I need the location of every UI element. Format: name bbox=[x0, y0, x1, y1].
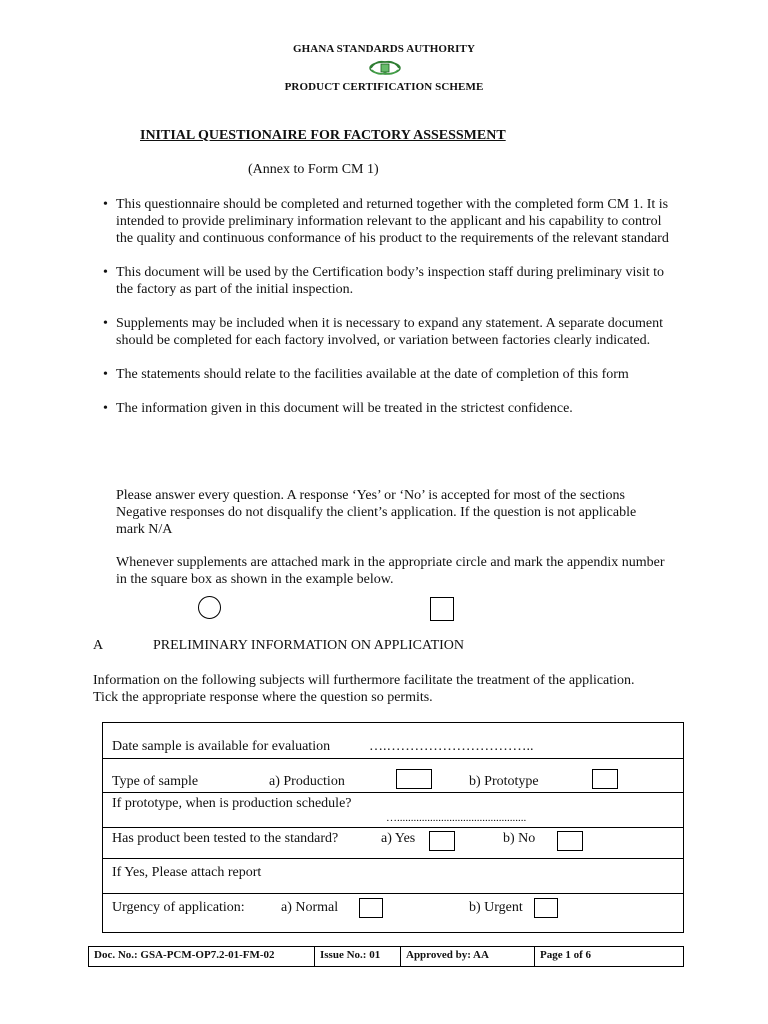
instruction-item: • The information given in this document will be treated in the strictest confidence. bbox=[100, 400, 680, 417]
production-checkbox[interactable] bbox=[396, 769, 432, 789]
section-letter: A bbox=[93, 638, 104, 653]
example-circle bbox=[198, 596, 221, 619]
section-heading: PRELIMINARY INFORMATION ON APPLICATION bbox=[153, 638, 465, 653]
attach-report-label: If Yes, Please attach report bbox=[112, 865, 262, 880]
row-divider bbox=[103, 893, 683, 894]
tested-no-checkbox[interactable] bbox=[557, 831, 583, 851]
urgency-normal-checkbox[interactable] bbox=[359, 898, 383, 918]
urgency-urgent-checkbox[interactable] bbox=[534, 898, 558, 918]
instruction-list bbox=[100, 196, 680, 434]
date-sample-label: Date sample is available for evaluation bbox=[112, 739, 331, 754]
gsa-logo bbox=[368, 58, 402, 78]
page-number: Page 1 of 6 bbox=[540, 949, 592, 961]
date-sample-field[interactable]: ….………………………….. bbox=[369, 739, 534, 754]
example-square-box bbox=[430, 597, 454, 621]
issue-number: Issue No.: 01 bbox=[315, 947, 401, 966]
tested-to-standard-label: Has product been tested to the standard? bbox=[112, 831, 339, 846]
document-footer bbox=[88, 946, 684, 967]
prototype-schedule-field[interactable]: …............................................... bbox=[386, 812, 527, 824]
row-divider bbox=[103, 858, 683, 859]
document-title: INITIAL QUESTIONAIRE FOR FACTORY ASSESSMENT bbox=[140, 128, 506, 143]
urgency-urgent-label: b) Urgent bbox=[469, 900, 523, 915]
tested-yes-checkbox[interactable] bbox=[429, 831, 455, 851]
prototype-schedule-label: If prototype, when is production schedule? bbox=[112, 796, 352, 811]
prototype-option-label: b) Prototype bbox=[469, 774, 539, 789]
instruction-item: • The statements should relate to the facilities available at the date of completion of this form bbox=[100, 366, 680, 383]
annex-note: (Annex to Form CM 1) bbox=[248, 162, 379, 177]
org-name: GHANA STANDARDS AUTHORITY bbox=[293, 43, 475, 55]
preliminary-info-form bbox=[102, 722, 684, 933]
instruction-item: • This document will be used by the Certification body’s inspection staff during preliminary visit to the factory as part of the initial inspection. bbox=[100, 264, 680, 298]
answer-instructions: Please answer every question. A response ‘Yes’ or ‘No’ is accepted for most of the sections Negative responses do not disqualify the client’s application. If the question is not applicable mark N/A bbox=[116, 488, 637, 537]
doc-number: Doc. No.: GSA-PCM-OP7.2-01-FM-02 bbox=[89, 947, 315, 966]
type-of-sample-label: Type of sample bbox=[112, 774, 199, 789]
scheme-name: PRODUCT CERTIFICATION SCHEME bbox=[284, 81, 484, 93]
production-option-label: a) Production bbox=[269, 774, 345, 789]
row-divider bbox=[103, 792, 683, 793]
tested-no-label: b) No bbox=[503, 831, 536, 846]
tested-yes-label: a) Yes bbox=[381, 831, 416, 846]
prototype-checkbox[interactable] bbox=[592, 769, 618, 789]
row-divider bbox=[103, 827, 683, 828]
section-intro: Information on the following subjects will furthermore facilitate the treatment of the application. Tick the appropriate response where the question so permits. bbox=[93, 673, 635, 705]
approved-by: Approved by: AA bbox=[401, 947, 535, 966]
supplement-instructions: Whenever supplements are attached mark in the appropriate circle and mark the appendix number in the square box as shown in the example below. bbox=[116, 555, 665, 587]
urgency-label: Urgency of application: bbox=[112, 900, 245, 915]
urgency-normal-label: a) Normal bbox=[281, 900, 339, 915]
instruction-item: • Supplements may be included when it is necessary to expand any statement. A separate document should be completed for each factory involved, or variation between factories clearly indicated. bbox=[100, 315, 680, 349]
row-divider bbox=[103, 758, 683, 759]
instruction-item: • This questionnaire should be completed and returned together with the completed form CM 1. It is intended to provide preliminary information relevant to the applicant and his capability to control the quality and continuous conformance of his product to the requirements of the relevant standard bbox=[100, 196, 680, 247]
